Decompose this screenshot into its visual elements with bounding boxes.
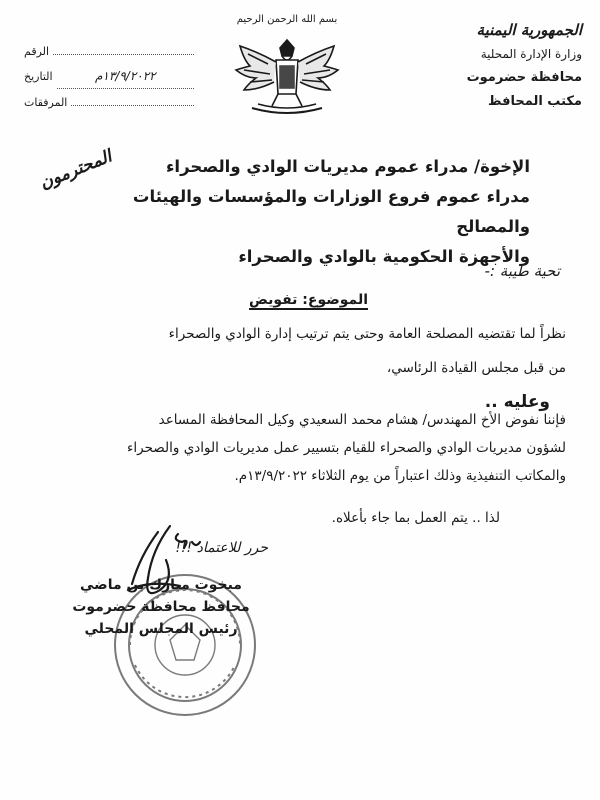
signatory-name: مبخوت مبارك بن ماضي [80, 577, 242, 593]
greeting: تحية طيبة :- [484, 262, 560, 280]
reference-fields [24, 38, 194, 115]
subject-text: الموضوع: تفويض [248, 292, 368, 308]
addressee-line: والأجهزة الحكومية بالوادي والصحراء [238, 247, 530, 266]
body-paragraph: نظراً لما تقتضيه المصلحة العامة وحتى يتم ترتيب إدارة الوادي والصحراء [168, 326, 566, 342]
respected-note: المحترمون [37, 146, 115, 194]
signature-block [56, 574, 266, 640]
date-label: التاريخ [24, 70, 53, 83]
eagle-emblem-icon [228, 32, 346, 120]
attachments-value [71, 89, 194, 106]
subject-line [249, 292, 368, 308]
basmala: بسم الله الرحمن الرحيم [236, 14, 338, 25]
reference-label: الرقم [24, 45, 50, 58]
country-name: الجمهورية اليمنية [476, 21, 582, 39]
date-value: ١٣/٩/٢٠٢٢م [57, 64, 194, 89]
attachments-label: المرفقات [24, 96, 68, 109]
governorate-name: محافظة حضرموت [466, 70, 582, 85]
reference-value [53, 38, 194, 55]
addressee-line: الإخوة/ مدراء عموم مديريات الوادي والصحراء [165, 157, 530, 176]
date-row [24, 64, 194, 89]
signatory-title: محافظ محافظة حضرموت [72, 599, 250, 615]
ministry-name: وزارة الإدارة المحلية [480, 47, 582, 61]
signatory-title: رئيس المجلس المحلي [84, 621, 238, 637]
reference-number-row [24, 38, 194, 64]
addressees [60, 152, 530, 272]
letterhead-right [407, 18, 582, 114]
body-paragraph: فإننا نفوض الأخ المهندس/ هشام محمد السعيدي وكيل المحافظة المساعد [158, 412, 566, 428]
attachments-row [24, 89, 194, 115]
issued-note: حرر للاعتماد !!! [175, 540, 268, 556]
body-paragraph: من قبل مجلس القيادة الرئاسي، [386, 360, 566, 376]
addressee-line: مدراء عموم فروع الوزارات والمؤسسات والهيئات والمصالح [132, 187, 530, 236]
therefore-heading: وعليه .. [484, 392, 550, 412]
office-name: مكتب المحافظ [488, 94, 582, 109]
closing-line: لذا .. يتم العمل بما جاء بأعلاه. [331, 510, 500, 526]
body-paragraph: لشؤون مديريات الوادي والصحراء للقيام بتسيير عمل مديريات الوادي والصحراء [127, 440, 566, 456]
body-paragraph: والمكاتب التنفيذية وذلك اعتباراً من يوم الثلاثاء ١٣/٩/٢٠٢٢م. [234, 468, 566, 484]
